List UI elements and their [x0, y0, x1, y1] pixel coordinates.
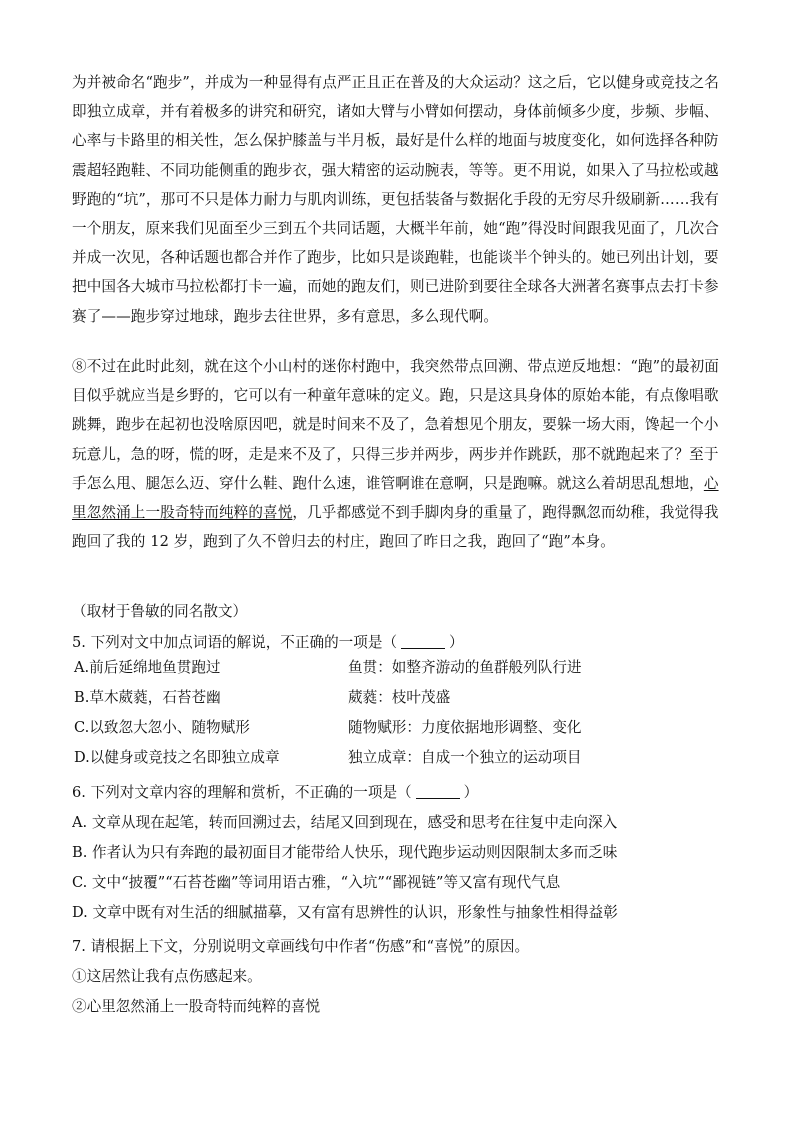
q5-option-c-right: 随物赋形：力度依据地形调整、变化: [348, 719, 582, 736]
q6-option-a: A. 文章从现在起笔，转而回溯过去，结尾又回到现在，感受和思考在往复中走向深入: [72, 814, 618, 831]
question-6-stem: [72, 778, 722, 807]
q5-option-a-right: 鱼贯：如整齐游动的鱼群般列队行进: [348, 659, 582, 676]
paragraph-8-text-2: ，几乎都感觉不到手脚肉身的重量了，跑得飘忽而幼稚，我觉得我跑回了我的 12 岁，跑到了久不曾归去的村庄，跑回了昨日之我，跑回了“跑”本身。: [72, 504, 719, 551]
answer-blank[interactable]: [401, 634, 445, 649]
question-5-stem-close: ）: [449, 634, 464, 651]
q5-option-b-right: 葳蕤：枝叶茂盛: [348, 689, 451, 706]
passage-paragraph-1: 为并被命名“跑步”，并成为一种显得有点严正且正在普及的大众运动？这之后，它以健身或竞技之名即独立成章，并有着极多的讲究和研究，诸如大臂与小臂如何摆动，身体前倾多少度，步频、步幅、心率与卡路里的相关性，怎么保护膝盖与半月板，最好是什么样的地面与坡度变化，如何选择各种防震超轻跑鞋、不同功能侧重的跑步衣，强大精密的运动腕表，等等。更不用说，如果入了马拉松或越野跑的“坑”，那可不只是体力耐力与肌肉训练，更包括装备与数据化手段的无穷尽升级刷新……我有一个朋友，原来我们见面至少三到五个共同话题，大概半年前，她“跑”得没时间跟我见面了，几次合并成一次见，各种话题也都合并作了跑步，比如只是谈跑鞋，也能谈半个钟头的。她已列出计划，要把中国各大城市马拉松都打卡一遍，而她的跑友们，则已进阶到要往全球各大洲著名赛事点去打卡参赛了——跑步穿过地球，跑步去往世界，多有意思，多么现代啊。: [72, 74, 719, 325]
q7-item-2: ②心里忽然涌上一股奇特而纯粹的喜悦: [72, 998, 321, 1015]
q6-option-c: C. 文中“披覆”“石苔苍幽”等词用语古雅，“入坑”“鄙视链”等又富有现代气息: [72, 874, 561, 891]
q5-option-a-left: A.前后延绵地鱼贯跑过: [74, 659, 221, 676]
source-note: （取材于鲁敏的同名散文）: [72, 603, 248, 620]
q5-option-d-left: D.以健身或竞技之名即独立成章: [74, 749, 280, 766]
question-6-stem-text: 6. 下列对文章内容的理解和赏析，不正确的一项是（: [72, 784, 412, 801]
q6-option-b: B. 作者认为只有奔跑的最初面目才能带给人快乐，现代跑步运动则因限制太多而乏味: [72, 844, 618, 861]
answer-blank[interactable]: [416, 784, 460, 799]
q6-option-d: D. 文章中既有对生活的细腻描摹，又有富有思辨性的认识，形象性与抽象性相得益彰: [72, 904, 618, 921]
q5-option-b-left: B.草木葳蕤，石苔苍幽: [74, 689, 221, 706]
question-6-stem-close: ）: [463, 784, 479, 801]
q7-item-1: ①这居然让我有点伤感起来。: [72, 968, 262, 985]
q5-option-c-left: C.以致忽大忽小、随物赋形: [74, 719, 250, 736]
paragraph-8-text-1: ⑧不过在此时此刻，就在这个小山村的迷你村跑中，我突然带点回溯、带点逆反地想：“跑”的最初面目似乎就应当是乡野的，它可以有一种童年意味的定义。跑，只是这具身体的原始本能，有点像唱歌跳舞，跑步在起初也没啥原因吧，就是时间来不及了，急着想见个朋友，要躲一场大雨，馋起一个小玩意儿，急的呀，慌的呀，走是来不及了，只得三步并两步，两步并作跳跃，那不就跑起来了？至于手怎么甩、腿怎么迈、穿什么鞋、跑什么速，谁管啊谁在意啊，只是跑嘛。就这么着胡思乱想地，: [72, 358, 719, 492]
underlined-sentence: 心里忽然涌上一股奇特而纯粹的喜悦: [72, 474, 719, 522]
question-5-stem-text: 5. 下列对文中加点词语的解说，不正确的一项是（: [72, 634, 398, 651]
q5-option-d-right: 独立成章：自成一个独立的运动项目: [348, 749, 582, 766]
passage-paragraph-8: [72, 352, 722, 556]
question-7-stem: 7. 请根据上下文，分别说明文章画线句中作者“伤感”和“喜悦”的原因。: [72, 938, 530, 955]
